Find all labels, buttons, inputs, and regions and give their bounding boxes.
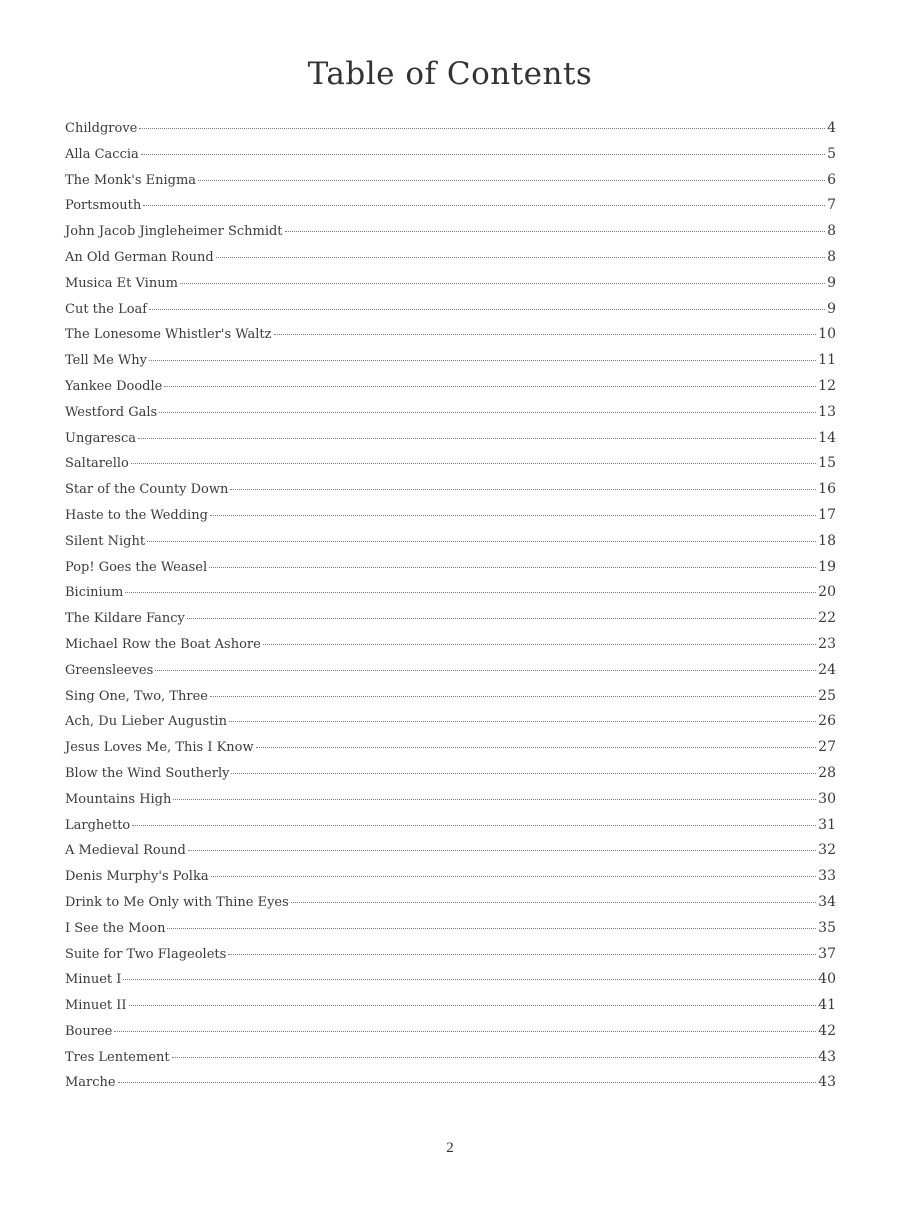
- toc-entry-page: 42: [818, 1022, 836, 1039]
- toc-entry: [65, 197, 836, 223]
- toc-entry: [65, 662, 836, 688]
- toc-entry-page: 32: [818, 842, 836, 859]
- toc-entry: [65, 971, 836, 997]
- toc-entry-page: 34: [818, 893, 836, 910]
- toc-entry: [65, 1049, 836, 1075]
- toc-entry: [65, 1074, 836, 1100]
- toc-entry-page: 25: [818, 687, 836, 704]
- dot-leader: [210, 696, 816, 697]
- toc-entry-page: 31: [818, 816, 836, 833]
- dot-leader: [256, 747, 817, 748]
- toc-entry: [65, 481, 836, 507]
- toc-entry-page: 9: [827, 300, 836, 317]
- toc-entry-title: The Lonesome Whistler's Waltz: [65, 327, 272, 343]
- dot-leader: [173, 799, 816, 800]
- toc-entry-page: 11: [818, 352, 836, 369]
- toc-entry-page: 43: [818, 1074, 836, 1091]
- toc-entry-title: Saltarello: [65, 456, 129, 472]
- dot-leader: [164, 386, 816, 387]
- toc-entry-page: 27: [818, 739, 836, 756]
- toc-entry: [65, 584, 836, 610]
- toc-entry-page: 6: [827, 171, 836, 188]
- toc-entry-page: 10: [818, 326, 836, 343]
- toc-entry-title: Tres Lentement: [65, 1049, 170, 1065]
- dot-leader: [211, 876, 817, 877]
- dot-leader: [131, 463, 816, 464]
- toc-entry-page: 18: [818, 532, 836, 549]
- toc-entry: [65, 1023, 836, 1049]
- page-number: 2: [446, 1140, 454, 1156]
- dot-leader: [155, 670, 816, 671]
- toc-entry-page: 4: [827, 120, 836, 136]
- toc-entry: [65, 430, 836, 456]
- toc-entry-page: 12: [818, 377, 836, 394]
- toc-entry-title: Tell Me Why: [65, 353, 148, 369]
- toc-entry-page: 14: [818, 429, 836, 446]
- dot-leader: [228, 954, 816, 955]
- toc-entry: [65, 146, 836, 172]
- dot-leader: [149, 360, 816, 361]
- toc-entry-page: 35: [818, 919, 836, 936]
- dot-leader: [188, 850, 816, 851]
- toc-entry-title: Alla Caccia: [65, 146, 139, 162]
- toc-entry-page: 33: [818, 868, 836, 885]
- toc-entry-title: The Kildare Fancy: [65, 611, 185, 627]
- dot-leader: [231, 773, 816, 774]
- toc-entry: [65, 817, 836, 843]
- dot-leader: [139, 128, 825, 129]
- toc-entry-page: 28: [818, 764, 836, 781]
- toc-entry-page: 5: [827, 145, 836, 162]
- toc-entry: [65, 636, 836, 662]
- toc-entry-title: Ach, Du Lieber Augustin: [65, 714, 227, 730]
- dot-leader: [172, 1057, 817, 1058]
- toc-entry-page: 19: [818, 558, 836, 575]
- toc-entry-title: Haste to the Wedding: [65, 507, 208, 523]
- toc-entry-title: Bicinium: [65, 585, 124, 601]
- toc-entry-title: I See the Moon: [65, 920, 166, 936]
- dot-leader: [291, 902, 816, 903]
- dot-leader: [216, 257, 825, 258]
- dot-leader: [210, 515, 816, 516]
- toc-entry-title: Cut the Loaf: [65, 301, 148, 317]
- toc-entry-title: Denis Murphy's Polka: [65, 869, 209, 885]
- toc-entry: [65, 120, 836, 146]
- page-title: Table of Contents: [307, 56, 593, 92]
- toc-entry: [65, 533, 836, 559]
- toc-entry-title: Minuet I: [65, 972, 122, 988]
- toc-entry-title: Musica Et Vinum: [65, 275, 178, 291]
- toc-entry-page: 7: [827, 197, 836, 214]
- toc-entry-page: 15: [818, 455, 836, 472]
- toc-entry: [65, 791, 836, 817]
- toc-entry: [65, 352, 836, 378]
- toc-entry: [65, 713, 836, 739]
- toc-entry: [65, 946, 836, 972]
- toc-entry: [65, 559, 836, 585]
- toc-entry: [65, 378, 836, 404]
- dot-leader: [123, 979, 816, 980]
- toc-entry-title: Jesus Loves Me, This I Know: [65, 740, 254, 756]
- dot-leader: [229, 721, 816, 722]
- dot-leader: [138, 438, 816, 439]
- toc-entry: [65, 301, 836, 327]
- dot-leader: [198, 180, 825, 181]
- toc-entry-page: 43: [818, 1048, 836, 1065]
- toc-entry-page: 26: [818, 713, 836, 730]
- toc-entry: [65, 455, 836, 481]
- dot-leader: [143, 205, 825, 206]
- toc-entry: [65, 275, 836, 301]
- toc-list: [65, 120, 836, 1100]
- toc-entry-page: 17: [818, 506, 836, 523]
- toc-entry-title: Portsmouth: [65, 198, 142, 214]
- toc-entry-title: Bouree: [65, 1023, 113, 1039]
- toc-entry-page: 9: [827, 274, 836, 291]
- toc-entry: [65, 842, 836, 868]
- toc-entry-page: 24: [818, 661, 836, 678]
- dot-leader: [141, 154, 825, 155]
- toc-entry-page: 22: [818, 610, 836, 627]
- dot-leader: [209, 567, 816, 568]
- toc-entry: [65, 894, 836, 920]
- toc-entry: [65, 404, 836, 430]
- dot-leader: [187, 618, 816, 619]
- toc-entry-page: 8: [827, 223, 836, 240]
- toc-entry-title: Minuet II: [65, 998, 127, 1014]
- dot-leader: [167, 928, 816, 929]
- toc-entry: [65, 507, 836, 533]
- toc-entry-page: 8: [827, 248, 836, 265]
- toc-entry-title: Blow the Wind Southerly: [65, 765, 230, 781]
- toc-entry-title: Marche: [65, 1075, 116, 1091]
- toc-entry: [65, 739, 836, 765]
- dot-leader: [274, 334, 817, 335]
- toc-entry: [65, 610, 836, 636]
- dot-leader: [149, 309, 825, 310]
- toc-entry-page: 40: [818, 971, 836, 988]
- toc-entry-title: Yankee Doodle: [65, 378, 163, 394]
- dot-leader: [114, 1031, 816, 1032]
- toc-entry: [65, 765, 836, 791]
- dot-leader: [125, 592, 816, 593]
- dot-leader: [263, 644, 816, 645]
- toc-entry-title: Star of the County Down: [65, 482, 229, 498]
- toc-entry-page: 41: [818, 997, 836, 1014]
- toc-entry-title: Sing One, Two, Three: [65, 688, 208, 704]
- toc-entry: [65, 868, 836, 894]
- toc-entry-title: Michael Row the Boat Ashore: [65, 636, 261, 652]
- toc-entry-page: 16: [818, 481, 836, 498]
- toc-entry: [65, 997, 836, 1023]
- toc-entry-title: Drink to Me Only with Thine Eyes: [65, 894, 289, 910]
- toc-entry: [65, 223, 836, 249]
- toc-entry-title: An Old German Round: [65, 249, 214, 265]
- dot-leader: [230, 489, 816, 490]
- toc-entry-page: 13: [818, 403, 836, 420]
- toc-entry-title: John Jacob Jingleheimer Schmidt: [65, 224, 283, 240]
- dot-leader: [147, 541, 816, 542]
- toc-entry-title: Silent Night: [65, 533, 146, 549]
- dot-leader: [180, 283, 825, 284]
- dot-leader: [285, 231, 826, 232]
- toc-entry: [65, 249, 836, 275]
- toc-entry-title: Greensleeves: [65, 662, 154, 678]
- toc-entry-title: Ungaresca: [65, 430, 137, 446]
- toc-entry-title: Childgrove: [65, 121, 138, 136]
- toc-entry-title: Larghetto: [65, 817, 131, 833]
- toc-entry-title: A Medieval Round: [65, 843, 186, 859]
- toc-entry-page: 30: [818, 790, 836, 807]
- toc-entry-page: 37: [818, 945, 836, 962]
- dot-leader: [129, 1005, 817, 1006]
- toc-entry-page: 20: [818, 584, 836, 601]
- dot-leader: [118, 1082, 817, 1083]
- toc-entry-title: The Monk's Enigma: [65, 172, 197, 188]
- toc-entry-title: Mountains High: [65, 791, 172, 807]
- toc-entry: [65, 172, 836, 198]
- toc-entry: [65, 688, 836, 714]
- toc-entry: [65, 920, 836, 946]
- toc-entry-title: Westford Gals: [65, 404, 158, 420]
- toc-entry-page: 23: [818, 635, 836, 652]
- toc-entry-title: Suite for Two Flageolets: [65, 946, 227, 962]
- toc-entry: [65, 326, 836, 352]
- dot-leader: [132, 825, 816, 826]
- toc-entry-title: Pop! Goes the Weasel: [65, 559, 208, 575]
- dot-leader: [159, 412, 816, 413]
